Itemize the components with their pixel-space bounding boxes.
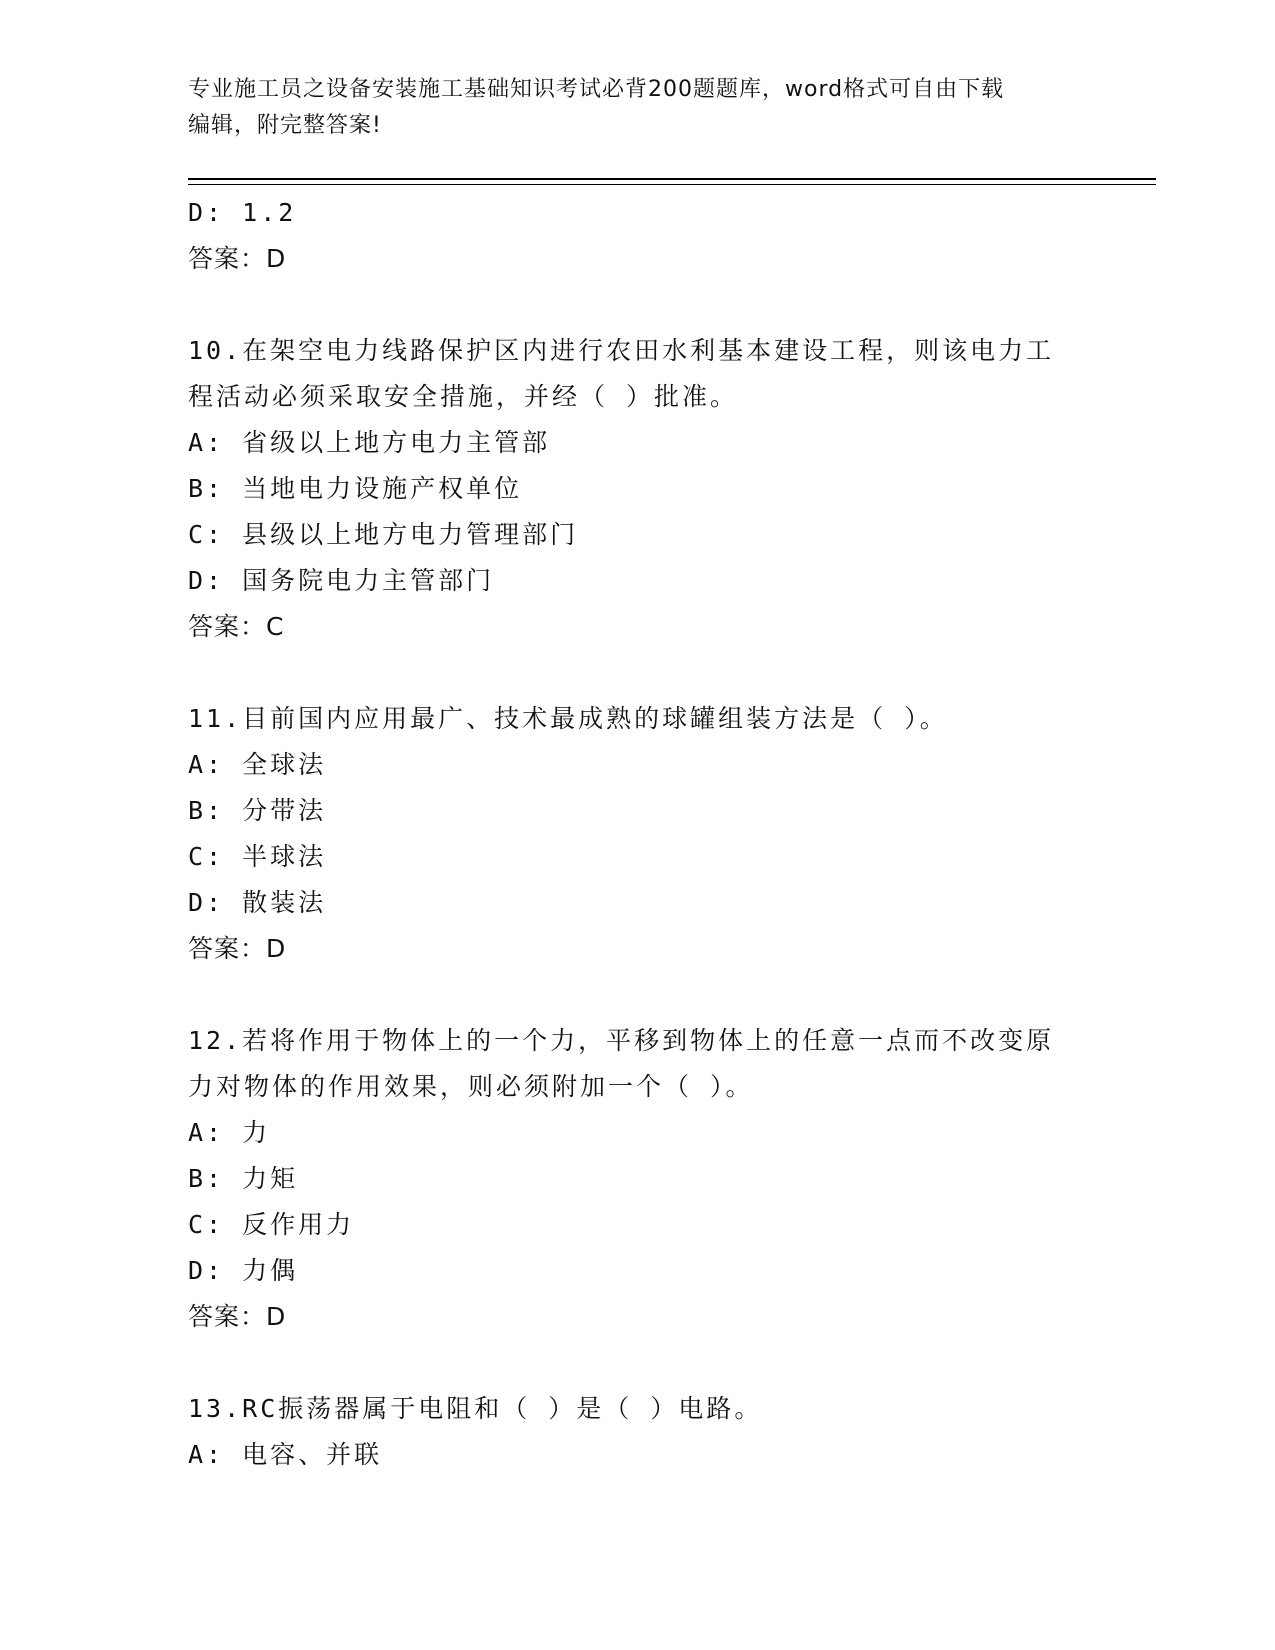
option-d: D: 力偶 (188, 1256, 299, 1285)
answer-line: 答案：D (188, 1302, 287, 1331)
option-d: D: 散装法 (188, 888, 327, 917)
question-9-tail (188, 190, 1088, 282)
header-line-2: 编辑，附完整答案! (188, 113, 382, 138)
question-stem: 12.若将作用于物体上的一个力，平移到物体上的任意一点而不改变原 (188, 1026, 1055, 1055)
option-a: A: 省级以上地方电力主管部 (188, 428, 551, 457)
header-line-1: 专业施工员之设备安装施工基础知识考试必背200题题库，word格式可自由下载 (188, 77, 1005, 102)
option-a: A: 电容、并联 (188, 1440, 383, 1469)
question-stem: 程活动必须采取安全措施，并经（ ）批准。 (188, 382, 739, 411)
question-13 (188, 1386, 1088, 1478)
document-header (188, 72, 1088, 144)
question-11 (188, 696, 1088, 972)
question-stem: 力对物体的作用效果，则必须附加一个（ ）。 (188, 1072, 754, 1101)
spacer (188, 282, 1088, 328)
spacer (188, 972, 1088, 1018)
answer-line: 答案：C (188, 612, 285, 641)
option-c: C: 县级以上地方电力管理部门 (188, 520, 579, 549)
header-divider-thin (188, 184, 1156, 185)
option-d: D: 国务院电力主管部门 (188, 566, 495, 595)
option-a: A: 力 (188, 1118, 271, 1147)
header-divider-thick (188, 178, 1156, 180)
question-stem: 13.RC振荡器属于电阻和（ ）是（ ）电路。 (188, 1394, 763, 1423)
question-list (188, 190, 1088, 1478)
option-a: A: 全球法 (188, 750, 327, 779)
question-10 (188, 328, 1088, 650)
answer-line: 答案：D (188, 244, 287, 273)
question-12 (188, 1018, 1088, 1340)
question-stem: 11.目前国内应用最广、技术最成熟的球罐组装方法是（ ）。 (188, 704, 948, 733)
spacer (188, 1340, 1088, 1386)
spacer (188, 650, 1088, 696)
answer-line: 答案：D (188, 934, 287, 963)
option-d: D: 1.2 (188, 198, 297, 227)
option-c: C: 反作用力 (188, 1210, 355, 1239)
option-c: C: 半球法 (188, 842, 327, 871)
option-b: B: 当地电力设施产权单位 (188, 474, 523, 503)
option-b: B: 分带法 (188, 796, 327, 825)
question-stem: 10.在架空电力线路保护区内进行农田水利基本建设工程，则该电力工 (188, 336, 1055, 365)
option-b: B: 力矩 (188, 1164, 299, 1193)
